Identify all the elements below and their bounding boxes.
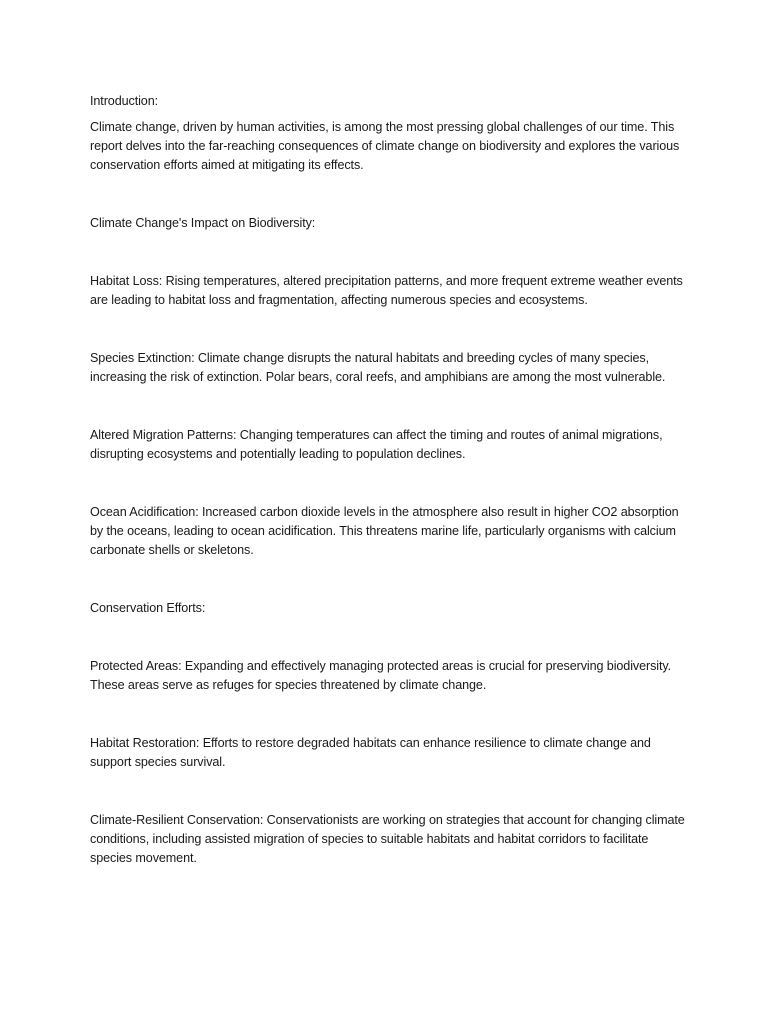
impact-item-habitat-loss: Habitat Loss: Rising temperatures, altered precipitation patterns, and more frequent extreme weather events are leading to habitat loss and fragmentation, affecting numerous species and ecosystems. [90, 274, 683, 307]
conservation-item-climate-resilient: Climate-Resilient Conservation: Conservationists are working on strategies that account for changing climate conditions, including assisted migration of species to suitable habitats and habitat corridors to facilitate species movement. [90, 813, 685, 865]
intro-paragraph: Climate change, driven by human activities, is among the most pressing global challenges of our time. This report delves into the far-reaching consequences of climate change on biodiversity and explores the various conservation efforts aimed at mitigating its effects. [90, 120, 680, 172]
conservation-heading: Conservation Efforts: [90, 601, 206, 615]
impact-item-altered-migration: Altered Migration Patterns: Changing temperatures can affect the timing and routes of animal migrations, disrupting ecosystems and potentially leading to population declines. [90, 428, 663, 461]
impact-item-species-extinction: Species Extinction: Climate change disrupts the natural habitats and breeding cycles of many species, increasing the risk of extinction. Polar bears, coral reefs, and amphibians are among the most vulnerable. [90, 351, 666, 384]
document-body [90, 92, 690, 868]
intro-heading: Introduction: [90, 94, 159, 108]
impact-item-ocean-acidification: Ocean Acidification: Increased carbon dioxide levels in the atmosphere also result in higher CO2 absorption by the oceans, leading to ocean acidification. This threatens marine life, particularly organisms with calcium carbonate shells or skeletons. [90, 505, 679, 557]
impact-heading: Climate Change's Impact on Biodiversity: [90, 216, 316, 230]
conservation-item-habitat-restoration: Habitat Restoration: Efforts to restore degraded habitats can enhance resilience to climate change and support species survival. [90, 736, 651, 769]
conservation-item-protected-areas: Protected Areas: Expanding and effectively managing protected areas is crucial for preserving biodiversity. These areas serve as refuges for species threatened by climate change. [90, 659, 672, 692]
